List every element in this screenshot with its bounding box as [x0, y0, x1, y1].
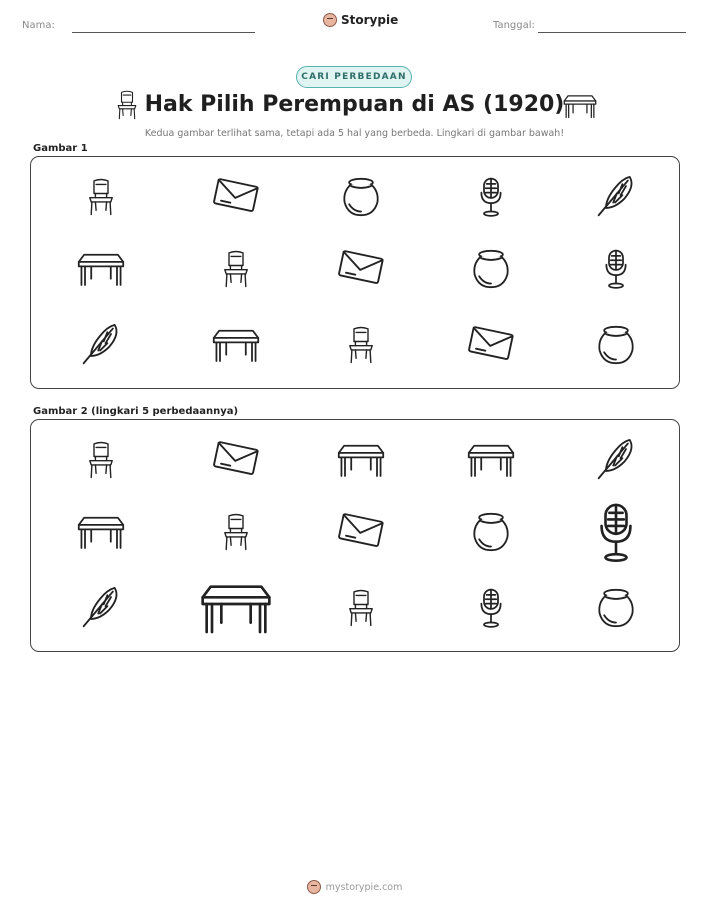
footer [0, 880, 709, 894]
table-icon[interactable] [467, 442, 515, 482]
page-title: Hak Pilih Perempuan di AS (1920) [144, 92, 565, 117]
picture-1-panel [30, 156, 680, 389]
pot-icon [471, 249, 511, 293]
envelope-icon[interactable] [213, 441, 259, 483]
chair-icon[interactable] [87, 441, 115, 483]
table-icon [563, 93, 597, 123]
mascot-icon [307, 880, 321, 894]
instructions: Kedua gambar terlihat sama, tetapi ada 5 hal yang berbeda. Lingkari di gambar bawah! [144, 128, 565, 139]
worksheet-header [0, 0, 709, 40]
chair-icon[interactable] [347, 589, 375, 631]
envelope-icon[interactable] [338, 513, 384, 555]
envelope-icon [213, 178, 259, 220]
chair-icon [87, 178, 115, 220]
panel-2-label: Gambar 2 (lingkari 5 perbedaannya) [33, 406, 239, 417]
microphone-icon[interactable] [477, 587, 505, 633]
pot-icon[interactable] [596, 588, 636, 632]
table-icon [77, 251, 125, 291]
footer-url: mystorypie.com [325, 881, 403, 893]
name-field[interactable] [72, 32, 255, 33]
microphone-icon [602, 248, 630, 294]
brand-logo [323, 13, 398, 27]
feather-icon [80, 323, 122, 371]
pot-icon [341, 177, 381, 221]
chair-icon[interactable] [222, 513, 250, 555]
picture-2-panel[interactable] [30, 419, 680, 652]
table-icon[interactable] [337, 442, 385, 482]
brand-name: Storypie [341, 13, 399, 27]
microphone-icon [477, 176, 505, 222]
pot-icon [596, 325, 636, 369]
table-icon[interactable] [77, 514, 125, 554]
activity-badge: CARI PERBEDAAN [296, 66, 412, 88]
name-label: Nama: [22, 20, 55, 31]
chair-icon [222, 250, 250, 292]
feather-icon[interactable] [595, 438, 637, 486]
chair-icon [347, 326, 375, 368]
table-icon[interactable] [200, 581, 272, 639]
pot-icon[interactable] [471, 512, 511, 556]
panel-1-label: Gambar 1 [33, 143, 88, 154]
mascot-icon [323, 13, 337, 27]
microphone-icon[interactable] [595, 501, 637, 568]
date-field[interactable] [538, 32, 686, 33]
envelope-icon [468, 326, 514, 368]
date-label: Tanggal: [493, 20, 535, 31]
feather-icon [595, 175, 637, 223]
envelope-icon [338, 250, 384, 292]
feather-icon[interactable] [80, 586, 122, 634]
table-icon [212, 327, 260, 367]
